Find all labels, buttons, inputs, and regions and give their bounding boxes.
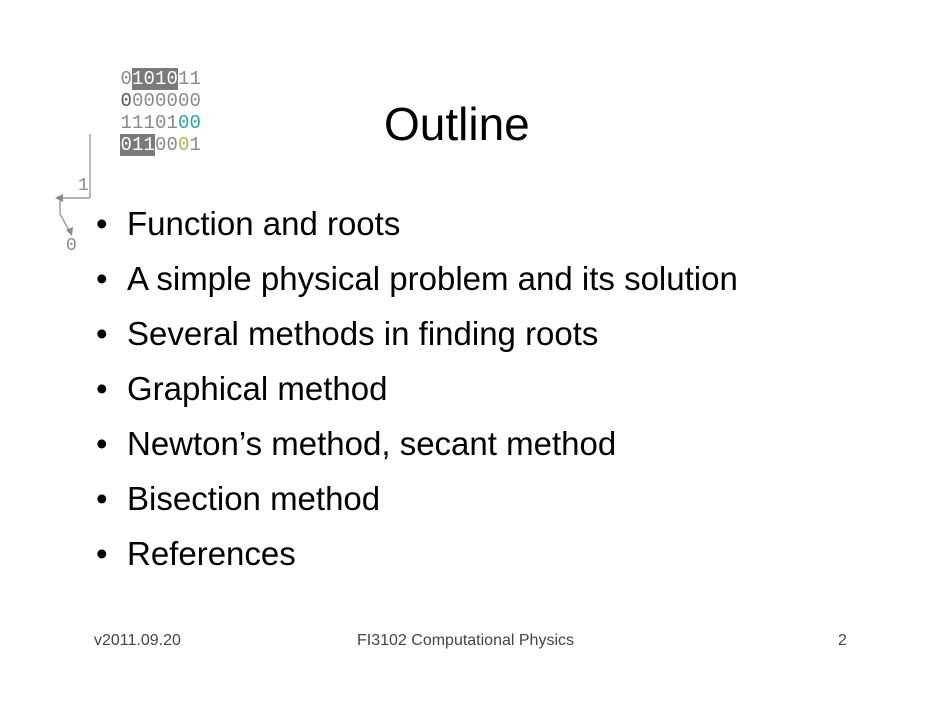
bit: 0 — [143, 68, 155, 90]
bullet-icon: • — [96, 315, 108, 352]
bit: 1 — [131, 68, 144, 90]
footer-course: FI3102 Computational Physics — [357, 632, 574, 649]
bit: 0 — [154, 90, 167, 112]
bit: 0 — [189, 112, 201, 134]
bit: 1 — [189, 68, 201, 90]
list-item — [96, 471, 738, 526]
list-item-text: Bisection method — [127, 480, 381, 517]
list-item-text: References — [127, 535, 296, 572]
binary-row-2 — [52, 68, 201, 112]
list-item — [96, 361, 738, 416]
list-item — [96, 526, 738, 581]
binary-row-1 — [52, 46, 201, 90]
bit: 0 — [166, 134, 178, 156]
logo-label-zero: 0 — [66, 236, 77, 256]
list-item-text: Graphical method — [127, 370, 388, 407]
bit: 0 — [166, 90, 178, 112]
bit: 1 — [189, 134, 201, 156]
bullet-icon: • — [96, 425, 108, 462]
bit: 1 — [131, 112, 144, 134]
bit: 0 — [154, 134, 167, 156]
list-item — [96, 306, 738, 361]
bit: 1 — [143, 112, 155, 134]
bullet-icon: • — [96, 205, 108, 242]
list-item-text: Several methods in finding roots — [127, 315, 599, 352]
list-item-text: A simple physical problem and its solution — [127, 260, 738, 297]
list-item — [96, 251, 738, 306]
bit: 0 — [177, 134, 190, 156]
bullet-icon: • — [96, 370, 108, 407]
binary-row-3 — [52, 90, 201, 134]
list-item-text: Function and roots — [127, 205, 401, 242]
bit: 0 — [131, 90, 144, 112]
list-item-text: Newton’s method, secant method — [127, 425, 617, 462]
footer-version: v2011.09.20 — [94, 632, 181, 649]
binary-row-4 — [52, 112, 201, 156]
bit: 1 — [143, 134, 155, 156]
bit: 0 — [177, 112, 190, 134]
bit: 0 — [120, 68, 132, 90]
bit: 1 — [177, 68, 190, 90]
list-item — [96, 416, 738, 471]
page-number: 2 — [838, 632, 847, 649]
bit: 0 — [120, 134, 132, 156]
bit: 0 — [189, 90, 201, 112]
bit: 0 — [166, 68, 178, 90]
bit: 0 — [120, 90, 132, 112]
outline-list — [96, 196, 738, 581]
bit: 1 — [131, 134, 144, 156]
bit: 1 — [166, 112, 178, 134]
list-item — [96, 196, 738, 251]
bit: 1 — [120, 112, 132, 134]
bullet-icon: • — [96, 480, 108, 517]
bit: 0 — [154, 112, 167, 134]
bullet-icon: • — [96, 260, 108, 297]
bit: 0 — [177, 90, 190, 112]
bullet-icon: • — [96, 535, 108, 572]
bit: 0 — [143, 90, 155, 112]
logo-label-one: 1 — [78, 176, 89, 196]
slide-title: Outline — [384, 98, 530, 150]
bit: 1 — [154, 68, 167, 90]
